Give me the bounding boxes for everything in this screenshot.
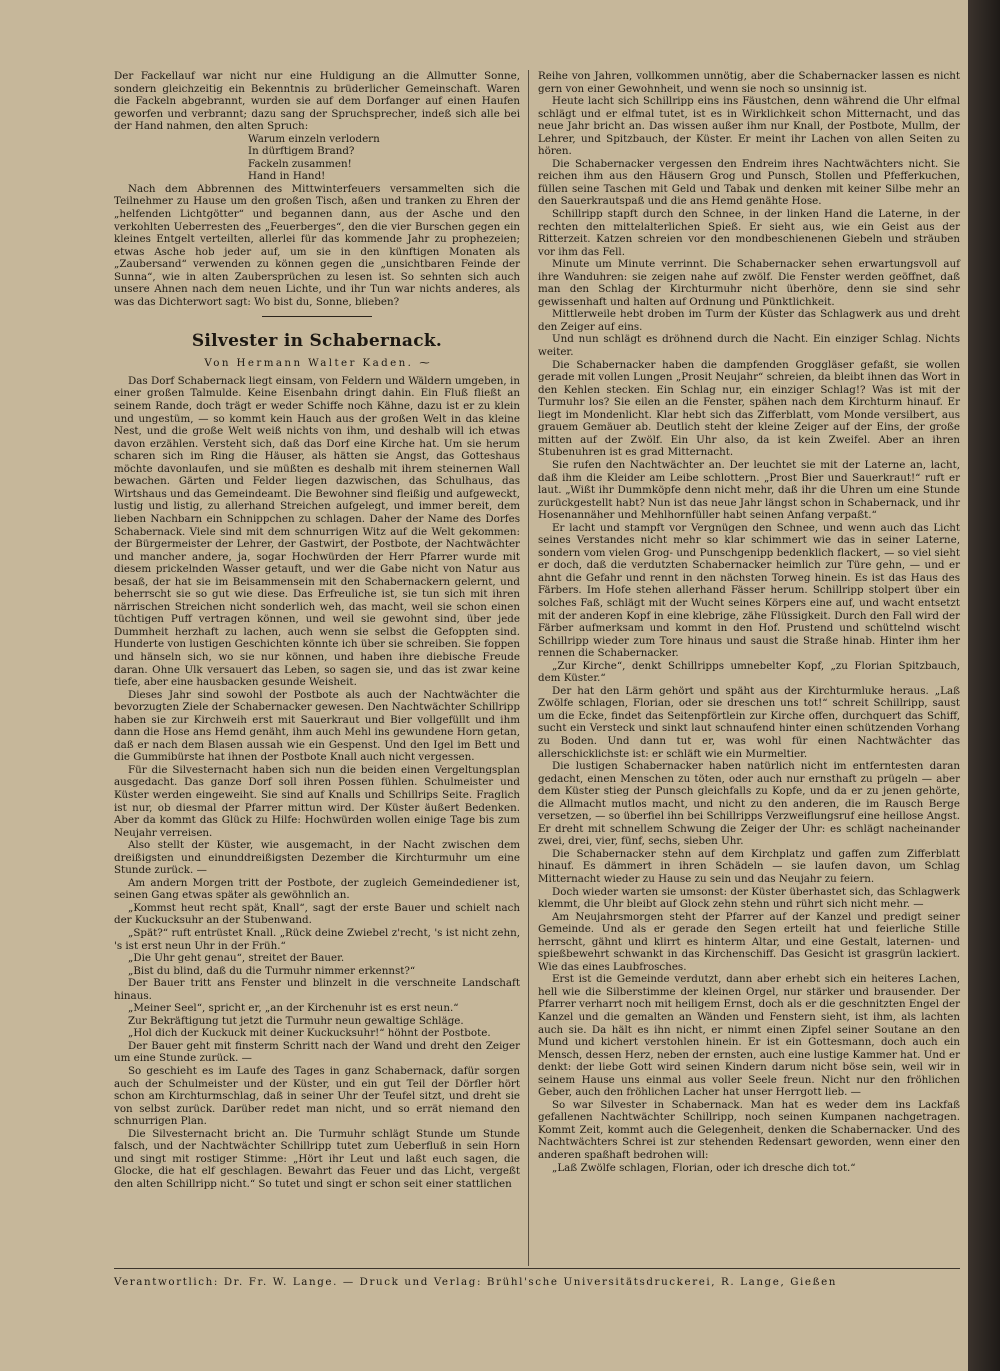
story-paragraph: Und nun schlägt es dröhnend durch die Nacht. Ein einziger Schlag. Nichts weiter.: [538, 333, 960, 359]
story-paragraph: Reihe von Jahren, vollkommen unnötig, aber die Schabernacker lassen es nicht gern von einer Gewohnheit, und wenn sie noch so unsinnig ist.: [538, 70, 960, 95]
story-paragraph: Der hat den Lärm gehört und späht aus der Kirchturmluke heraus. „Laß Zwölfe schlagen, Florian, oder sie dreschen uns tot!“ schreit Schillripp, saust um die Ecke, findet das Seitenpförtlein zur Kirche offen, durchquert das Schiff, sucht ein Versteck und sinkt laut schnaufend hinter einen schützenden Vorhang zu Boden. Und dann tut er, was wohl für einen Nachtwächter das allerschicklichste ist: er schläft wie ein Murmeltier.: [538, 684, 960, 760]
story-paragraph: Dieses Jahr sind sowohl der Postbote als auch der Nachtwächter die bevorzugten Ziele der Schabernacker gewesen. Den Nachtwächter Schillripp haben sie zur Kirchweih erst mit Sauerkraut und Bier vollgefüllt und ihm dann die Hose ans Hemd genäht, ihm auch Mehl ins gewundene Horn getan, daß er nach dem Blasen aussah wie ein Gespenst. Und den Igel im Bett und die Gummibürste hat ihnen der Postbote Knall auch nicht vergessen.: [114, 688, 520, 764]
story-paragraph: Die Schabernacker stehn auf dem Kirchplatz und gaffen zum Zifferblatt hinauf. Es dämmert in ihren Schädeln — sie laufen davon, um Schlag Mitternacht wieder zu Hause zu sein und das Neujahr zu feiern.: [538, 847, 960, 885]
column-divider: [528, 70, 529, 1266]
story-paragraph: Der Bauer geht mit finsterm Schritt nach der Wand und dreht den Zeiger um eine Stunde zurück. —: [114, 1039, 520, 1065]
story-paragraph: Erst ist die Gemeinde verdutzt, dann aber erhebt sich ein heiteres Lachen, hell wie die Silberstimme der kleinen Orgel, nur stärker und brausender. Der Pfarrer verharrt noch mit heiligem Ernst, doch als er die geschnitzten Engel der Kanzel und die gemalten an Wänden und Fenstern sieht, ist ihm, als lachten auch sie. Da hält es ihn nicht, er nimmt einen Zipfel seiner Soutane an den Mund und kichert verstohlen hinein. Er ist ein Gottesmann, doch auch ein Mensch, dessen Herz, neben der ernsten, auch eine lustige Kammer hat. Und er denkt: der liebe Gott wird seinen Kindern darum nicht böse sein, weil wir in seinem Hause uns einmal aus voller Seele freun. Nicht nur den fröhlichen Geber, auch den fröhlichen Lacher hat unser Herrgott lieb. —: [538, 973, 960, 1099]
story-paragraph: „Hol dich der Kuckuck mit deiner Kuckucksuhr!“ höhnt der Postbote.: [128, 1027, 491, 1040]
story-paragraph: So geschieht es im Laufe des Tages in ganz Schabernack, dafür sorgen auch der Schulmeister und der Küster, und ein gut Teil der Dörfler hört schon am Kirchturmschlag, daß in seiner Uhr der Teufel sitzt, und dreht sie von selbst zurück. Darüber redet man nicht, und so errät niemand den schnurrigen Plan.: [114, 1065, 520, 1128]
story-paragraph: Für die Silvesternacht haben sich nun die beiden einen Vergeltungsplan ausgedacht. Das ganze Dorf soll ihren Possen fühlen. Schulmeister und Küster werden eingeweiht. Sie sind auf Knalls und Schillrips Seite. Fraglich ist nur, ob diesmal der Pfarrer mittun wird. Der Küster äußert Bedenken. Aber da kommt das Glück zu Hilfe: Hochwürden wollen einige Tage bis zum Neujahr verreisen.: [114, 763, 520, 839]
article1-paragraph: Der Fackellauf war nicht nur eine Huldigung an die Allmutter Sonne, sondern gleichzeitig ein Bekenntnis zu brüderlicher Gemeinschaft. Waren die Fackeln abgebrannt, wurden sie auf dem Dorfanger auf einen Haufen geworfen und verbrannt; dazu sang der Spruchsprecher, indeß sich alle bei der Hand nahmen, den alten Spruch:: [114, 70, 520, 133]
story-paragraph: Sie rufen den Nachtwächter an. Der leuchtet sie mit der Laterne an, lacht, daß ihm die Kleider am Leibe schlottern. „Prost Bier und Sauerkraut!“ ruft er laut. „Wißt ihr Dummköpfe denn nicht mehr, daß ihr die Uhren um eine Stunde zurückgestellt habt? Nun ist das neue Jahr längst schon in Schabernack, und ihr Hosenannäher und Mehlhornfüller habt seinen Anfang verpaßt.“: [538, 458, 960, 522]
story-paragraph: Das Dorf Schabernack liegt einsam, von Feldern und Wäldern umgeben, in einer großen Talmulde. Keine Eisenbahn dringt dahin. Ein Fluß fließt an seinem Rande, doch trägt er weder Schiffe noch Kähne, dazu ist er zu klein und ungestüm, — so kommt kein Hauch aus der großen Welt in das kleine Nest, und die große Welt weiß nichts von ihm, und deshalb will ich etwas davon erzählen. Versteht sich, daß das Dorf eine Kirche hat. Um sie herum scharen sich im Ring die Häuser, als hätten sie Angst, das Gotteshaus möchte davonlaufen, und sie müßten es deshalb mit ihrem steinernen Wall bewachen. Gärten und Felder liegen dazwischen, das Schulhaus, das Wirtshaus und das Gemeindeamt. Die Bewohner sind fleißig und aufgeweckt, lustig und listig, zu allerhand Streichen aufgelegt, und immer bereit, dem lieben Nachbarn ein Schnippchen zu schlagen. Daher der Name des Dorfes Schabernack. Viele sind mit dem schnurrigen Witz auf die Welt gekommen: der Bürgermeister der Lehrer, der Gastwirt, der Postbote, der Nachtwächter und mancher andere, ja, sogar Hochwürden der Herr Pfarrer wurde mit diesem prickelnden Wasser getauft, und wer die Gabe nicht von Natur aus besaß, der hat sie im Beisammensein mit den Schabernackern gelernt, und beherrscht sie so gut wie diese. Das Erfreuliche ist, sie tun sich mit ihren närrischen Streichen nicht sonderlich weh, das macht, weil sie schon einen tüchtigen Puff vertragen können, und weil sie gewohnt sind, über jede Dummheit herzhaft zu lachen, auch wenn sie selbst die Gefoppten sind. Hunderte von lustigen Geschichten könnte ich über sie schreiben. Sie foppen und hänseln sich, wo sie nur können, und haben ihre diebische Freude daran. Ohne Ulk versauert das Leben, so sagen sie, und das ist zwar keine tiefe, aber eine hausbacken gesunde Weisheit.: [114, 374, 520, 689]
poem-line: Fackeln zusammen!: [248, 157, 352, 170]
poem-line: Warum einzeln verlodern: [248, 132, 380, 145]
footer-rule: [114, 1268, 960, 1269]
story-paragraph: Heute lacht sich Schillripp eins ins Fäustchen, denn während die Uhr elfmal schlägt und er elfmal tutet, ist es in Wirklichkeit schon Mitternacht, und das neue Jahr bricht an. Das wissen außer ihm nur Knall, der Postbote, Mullm, der Lehrer, und Spitzbauch, der Küster. Er meint ihr Lachen von allen Seiten zu hören.: [538, 95, 960, 158]
story-paragraph: Also stellt der Küster, wie ausgemacht, in der Nacht zwischen dem dreißigsten und einunddreißigsten Dezember die Kirchturmuhr um eine Stunde zurück. —: [114, 839, 520, 877]
poem-line: Hand in Hand!: [248, 170, 326, 183]
article-byline: [114, 357, 520, 370]
poem-line: In dürftigem Brand?: [248, 145, 355, 158]
article-title: Silvester in Schabernack.: [191, 331, 443, 352]
right-column: [538, 70, 960, 1174]
story-paragraph: Die Schabernacker vergessen den Endreim ihres Nachtwächters nicht. Sie reichen ihm aus den Häusern Grog und Punsch, Stollen und Pfefferkuchen, füllen seine Taschen mit Geld und Tabak und denken mit keiner Silbe mehr an den Sauerkrautspaß und die ans Hemd genähte Hose.: [538, 157, 960, 208]
story-paragraph: Die Schabernacker haben die dampfenden Groggläser gefaßt, sie wollen gerade mit vollen Lungen „Prosit Neujahr“ schreien, da bleibt ihnen das Wort in den Kehlen stecken. Ein Schlag nur, ein einziger Schlag!? Was ist mit der Turmuhr los? Sie eilen an die Fenster, spähen nach dem Kirchturm hinauf. Er liegt im Mondenlicht. Klar hebt sich das Zifferblatt, vom Monde versilbert, aus grauem Gemäuer ab. Deutlich steht der kleine Zeiger auf der Eins, der große mitten auf der Zwölf. Ein Uhr also, da ist kein Zweifel. Aber an ihren Stubenuhren ist es grad Mitternacht.: [538, 358, 960, 459]
story-paragraph: „Laß Zwölfe schlagen, Florian, oder ich dresche dich tot.“: [552, 1161, 856, 1174]
story-paragraph: Mittlerweile hebt droben im Turm der Küster das Schlagwerk aus und dreht den Zeiger auf eins.: [538, 308, 960, 333]
story-paragraph: „Meiner Seel“, spricht er, „an der Kirchenuhr ist es erst neun.“: [128, 1002, 459, 1015]
article1-closing: Nach dem Abbrennen des Mittwinterfeuers versammelten sich die Teilnehmer zu Hause um den großen Tisch, aßen und tranken zu Ehren der „helfenden Lichtgötter“ und begannen dann, aus der Asche und den verkohlten Ueberresten des „Feuerberges“, den die vier Burschen gegen ein kleines Entgelt verteilten, allerlei für das kommende Jahr zu prophezeien; etwas Asche hob jeder auf, um sie in den künftigen Monaten als „Zaubersand“ verwenden zu können gegen die „unsichtbaren Feinde der Sunna“, wie in alten Zaubersprüchen zu lesen ist. So sehnten sich auch unsere Ahnen nach dem neuen Lichte, und ihr Tun war nichts anderes, als was das Dichterwort sagt: Wo bist du, Sonne, blieben?: [114, 182, 520, 308]
story-paragraph: Die Silvesternacht bricht an. Die Turmuhr schlägt Stunde um Stunde falsch, und der Nachtwächter Schillripp tutet zum Ueberfluß in sein Horn und singt mit rostiger Stimme: „Hört ihr Leut und laßt euch sagen, die Glocke, die hat elf geschlagen. Bewahrt das Feuer und das Licht, vergeßt den alten Schillripp nicht.“ So tutet und singt er schon seit einer stattlichen: [114, 1127, 520, 1190]
story-paragraph: Die lustigen Schabernacker haben natürlich nicht im entferntesten daran gedacht, einen Menschen zu töten, oder auch nur ernsthaft zu prügeln — aber dem Küster stieg der Punsch gleichfalls zu Kopfe, und da er zu jenen gehörte, die Allmacht mutlos macht, und nicht zu den anderen, die im Rausch Berge versetzen, — so überfiel ihn bei Schillripps Verzweiflungsruf eine heillose Angst. Er dreht mit schnellem Schwung die Zeiger der Uhr: es schlägt nacheinander zwei, drei, vier, fünf, sechs, sieben Uhr.: [538, 760, 960, 848]
story-paragraph: Doch wieder warten sie umsonst: der Küster überhastet sich, das Schlagwerk klemmt, die Uhr bleibt auf Glock zehn stehn und rührt sich nicht mehr. —: [538, 885, 960, 911]
story-paragraph: Am Neujahrsmorgen steht der Pfarrer auf der Kanzel und predigt seiner Gemeinde. Und als er gerade den Segen erteilt hat und feierliche Stille herrscht, gähnt und klirrt es hinterm Altar, und eine Gestalt, laternen- und spießbewehrt schwankt in das Kirchenschiff. Das Gesicht ist grasgrün lackiert. Wie das eines Laubfrosches.: [538, 910, 960, 973]
flourish-icon: ⁓: [419, 357, 430, 370]
story-paragraph: „Bist du blind, daß du die Turmuhr nimmer erkennst?“: [128, 964, 416, 977]
story-paragraph: Er lacht und stampft vor Vergnügen den Schnee, und wenn auch das Licht seines Verstandes nicht mehr so klar schimmert wie das in seiner Laterne, sondern vom vielen Grog- und Punschgenipp bedenklich flackert, — so viel sieht er doch, daß die verdutzten Schabernacker heimlich zur Türe gehn, — und er ahnt die Gefahr und rennt in den nächsten Torweg hinein. Es ist das Haus des Färbers. Im Hofe stehen allerhand Fässer herum. Schillripp stolpert über ein solches Faß, schlägt mit der Wucht seines Körpers eine auf, und wacht entsetzt mit der anderen Kopf in eine klebrige, zähe Flüssigkeit. Durch den Fall wird der Färber aufmerksam und kommt in den Hof. Prustend und schüttelnd wischt Schillripp wieder zum Tore hinaus und saust die Straße hinab. Hinter ihm her rennen die Schabernacker.: [538, 521, 960, 660]
story-paragraph: Der Bauer tritt ans Fenster und blinzelt in die verschneite Landschaft hinaus.: [114, 977, 520, 1002]
story-paragraph: „Spät?“ ruft entrüstet Knall. „Rück deine Zwiebel z'recht, 's ist nicht zehn, 's ist erst neun Uhr in der Früh.“: [114, 927, 520, 952]
story-paragraph: Schillripp stapft durch den Schnee, in der linken Hand die Laterne, in der rechten den mittelalterlichen Spieß. Er sieht aus, wie ein Geist aus der Ritterzeit. Katzen schreien vor den mondbeschienenen Giebeln und sträuben vor ihm das Fell.: [538, 208, 960, 258]
story-paragraph: „Zur Kirche“, denkt Schillripps umnebelter Kopf, „zu Florian Spitzbauch, dem Küster.“: [538, 659, 960, 685]
byline-text: Von Hermann Walter Kaden.: [204, 357, 414, 370]
story-paragraph: „Die Uhr geht genau“, streitet der Bauer.: [128, 952, 345, 965]
story-paragraph: „Kommst heut recht spät, Knall“, sagt der erste Bauer und schielt nach der Kuckucksuhr an der Stubenwand.: [114, 901, 520, 927]
story-paragraph: Zur Bekräftigung tut jetzt die Turmuhr neun gewaltige Schläge.: [128, 1014, 464, 1027]
book-spine: [968, 0, 1000, 1371]
story-paragraph: Am andern Morgen tritt der Postbote, der zugleich Gemeindediener ist, seinen Gang etwas später als gewöhnlich an.: [114, 876, 520, 902]
story-paragraph: So war Silvester in Schabernack. Man hat es weder dem ins Lackfaß gefallenen Nachtwächter Schillripp, noch seinen Kumpanen nachgetragen. Kommt Zeit, kommt auch die Gelegenheit, denken die Schabernacker. Und des Nachtwächters Schrei ist zur stehenden Redensart geworden, wenn einer den anderen spaßhaft bedrohen will:: [538, 1098, 960, 1162]
poem: [248, 133, 520, 183]
left-column: [114, 70, 520, 1190]
imprint-footer: Verantwortlich: Dr. Fr. W. Lange. — Druck und Verlag: Brühl'sche Universitätsdruckerei, R. Lange, Gießen: [114, 1276, 838, 1288]
story-paragraph: Minute um Minute verrinnt. Die Schabernacker sehen erwartungsvoll auf ihre Wanduhren: sie zeigen nahe auf zwölf. Die Fenster werden geöffnet, daß man den Schlag der Kirchturmuhr nicht überhöre, denn sie sind sehr gewissenhaft und halten auf Ordnung und Pünktlichkeit.: [538, 258, 960, 308]
section-divider: [262, 316, 372, 317]
